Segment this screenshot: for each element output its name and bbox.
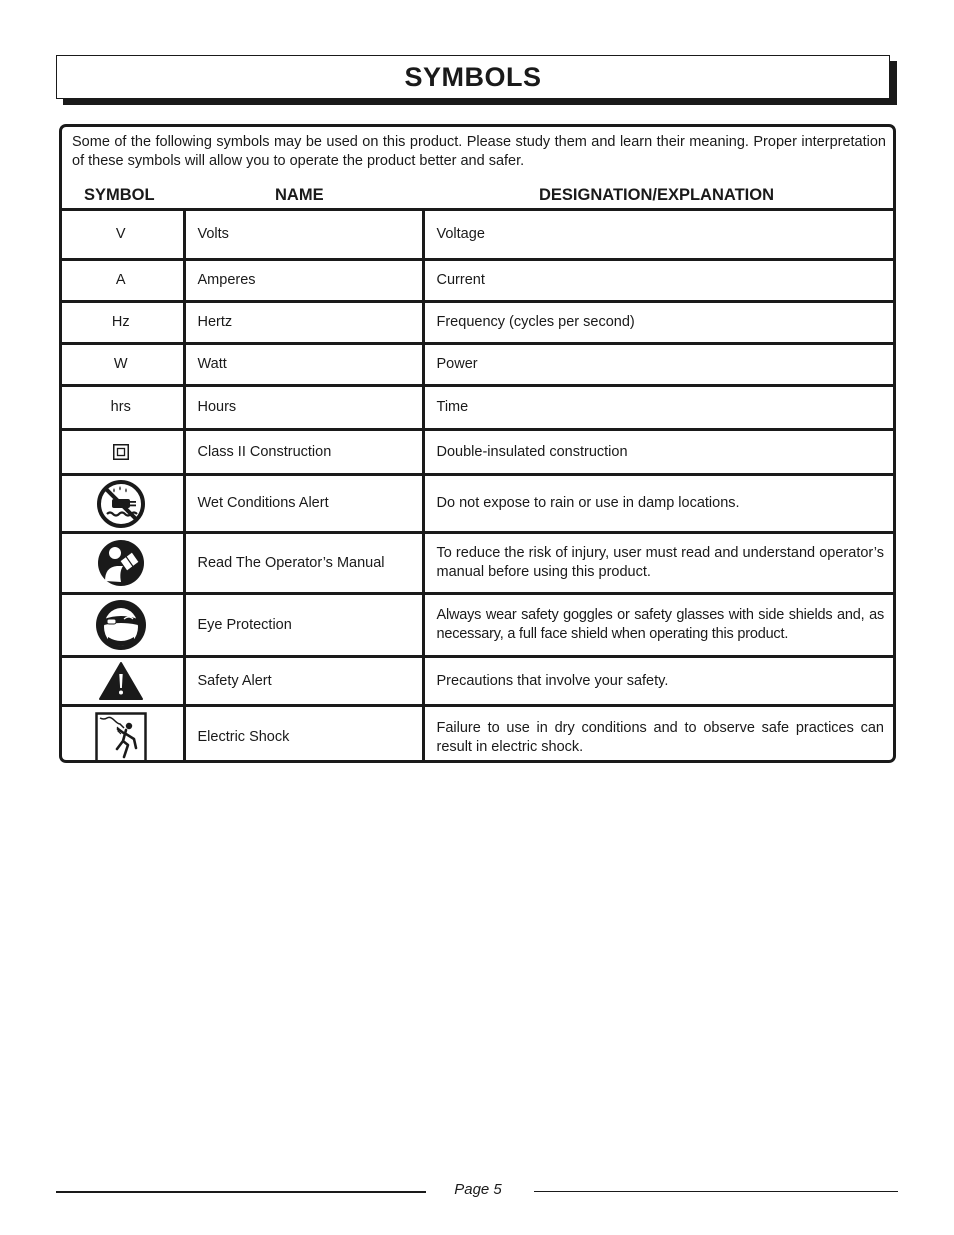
eye-protection-icon: [95, 599, 147, 651]
symbol-cell: [59, 533, 184, 594]
name-cell: Electric Shock: [184, 706, 423, 764]
explanation-cell: To reduce the risk of injury, user must read and understand operator’s manual before using this product.: [423, 533, 896, 594]
name-cell: Amperes: [184, 260, 423, 302]
name-cell: Wet Conditions Alert: [184, 475, 423, 533]
explanation-cell: Do not expose to rain or use in damp locations.: [423, 475, 896, 533]
table-row: [59, 386, 896, 430]
symbol-cell: V: [59, 210, 184, 260]
name-cell: Eye Protection: [184, 594, 423, 657]
footer-rule-left: [56, 1191, 426, 1193]
table-row: [59, 260, 896, 302]
symbol-cell: hrs: [59, 386, 184, 430]
title-banner: [56, 55, 890, 99]
footer-rule-right: [534, 1191, 898, 1192]
symbol-cell: Hz: [59, 302, 184, 344]
name-cell: Watt: [184, 344, 423, 386]
symbol-cell: [59, 594, 184, 657]
name-cell: Volts: [184, 210, 423, 260]
table-row: [59, 706, 896, 764]
page-title: SYMBOLS: [404, 61, 542, 92]
electric-shock-icon: [95, 712, 147, 763]
explanation-cell: Failure to use in dry conditions and to observe safe practices can result in electric shock.: [423, 706, 896, 764]
symbol-cell: [59, 475, 184, 533]
header-name: NAME: [275, 186, 324, 204]
intro-text: Some of the following symbols may be used on this product. Please study them and learn their meaning. Proper interpretation of these symbols will allow you to operate the product better and safer.: [72, 134, 886, 169]
table-row: [59, 657, 896, 706]
symbol-cell: [59, 430, 184, 475]
explanation-cell: Double-insulated construction: [423, 430, 896, 475]
page-number: Page 5: [454, 1181, 502, 1198]
explanation-cell: Always wear safety goggles or safety glasses with side shields and, as necessary, a full face shield when operating this product.: [423, 594, 896, 657]
header-explanation: DESIGNATION/EXPLANATION: [539, 186, 774, 204]
name-cell: Safety Alert: [184, 657, 423, 706]
symbol-cell: A: [59, 260, 184, 302]
name-cell: Read The Operator’s Manual: [184, 533, 423, 594]
explanation-cell: Precautions that involve your safety.: [423, 657, 896, 706]
table-row: [59, 302, 896, 344]
wet-conditions-icon: [97, 480, 145, 528]
symbols-panel: [59, 124, 896, 763]
class-ii-square-icon: [113, 444, 129, 460]
read-manual-icon: [97, 539, 145, 587]
table-row: [59, 430, 896, 475]
explanation-cell: Current: [423, 260, 896, 302]
symbols-table: [59, 208, 896, 763]
table-row: [59, 210, 896, 260]
explanation-cell: Frequency (cycles per second): [423, 302, 896, 344]
name-cell: Hertz: [184, 302, 423, 344]
symbol-cell: [59, 657, 184, 706]
explanation-cell: Time: [423, 386, 896, 430]
symbol-cell: [59, 706, 184, 764]
name-cell: Hours: [184, 386, 423, 430]
name-cell: Class II Construction: [184, 430, 423, 475]
table-row: [59, 344, 896, 386]
header-symbol: SYMBOL: [84, 186, 155, 204]
explanation-cell: Voltage: [423, 210, 896, 260]
safety-alert-icon: [98, 661, 144, 701]
table-row: [59, 533, 896, 594]
table-row: [59, 594, 896, 657]
table-row: [59, 475, 896, 533]
explanation-cell: Power: [423, 344, 896, 386]
symbol-cell: W: [59, 344, 184, 386]
